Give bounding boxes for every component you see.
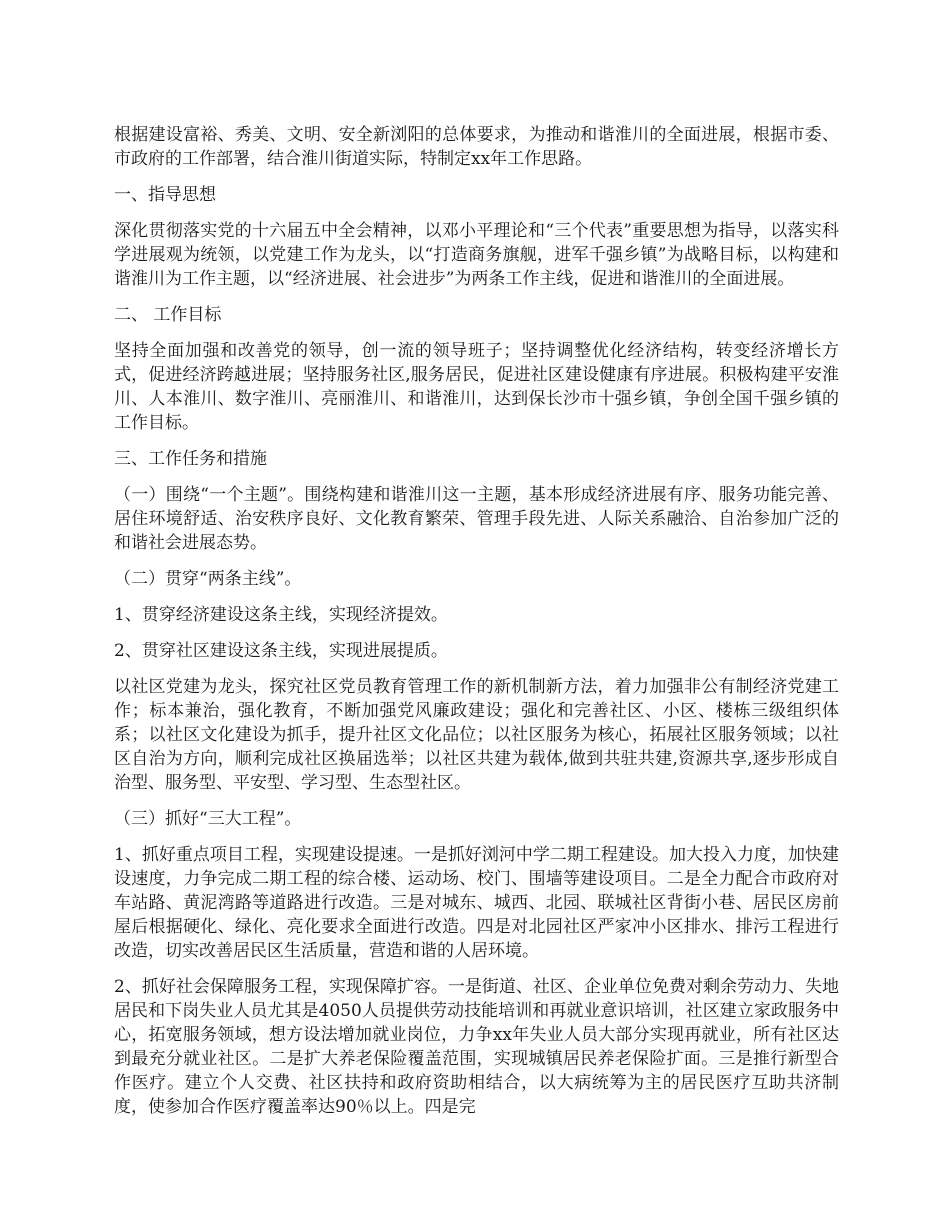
document-body: [114, 123, 839, 1131]
section-heading-work-goals: 二、 工作目标: [114, 305, 222, 325]
section-heading-guiding-ideology: 一、指导思想: [114, 185, 216, 205]
one-theme-paragraph: （一）围绕“一个主题”。围绕构建和谐淮川这一主题，基本形成经济进展有序、服务功能完善、居住环境舒适、治安秩序良好、文化教育繁荣、管理手段先进、人际关系融洽、自治参加广泛的和谐社会进展态势。: [114, 485, 839, 553]
social-security-paragraph: 2、抓好社会保障服务工程，实现保障扩容。一是街道、社区、企业单位免费对剩余劳动力、失地居民和下岗失业人员尤其是4050人员提供劳动技能培训和再就业意识培训，社区建立家政服务中心，拓宽服务领域，想方设法增加就业岗位，力争xx年失业人员大部分实现再就业，所有社区达到最充分就业社区。二是扩大养老保险覆盖范围，实现城镇居民养老保险扩面。三是推行新型合作医疗。建立个人交费、社区扶持和政府资助相结合，以大病统筹为主的居民医疗互助共济制度，使参加合作医疗覆盖率达90％以上。四是完: [114, 977, 839, 1117]
work-goals-paragraph: 坚持全面加强和改善党的领导，创一流的领导班子；坚持调整优化经济结构，转变经济增长方式，促进经济跨越进展；坚持服务社区,服务居民，促进社区建设健康有序进展。积极构建平安淮川、人本淮川、数字淮川、亮丽淮川、和谐淮川，达到保长沙市十强乡镇，争创全国千强乡镇的工作目标。: [114, 341, 839, 433]
key-projects-paragraph: 1、抓好重点项目工程，实现建设提速。一是抓好浏河中学二期工程建设。加大投入力度，加快建设速度，力争完成二期工程的综合楼、运动场、校门、围墙等建设项目。二是全力配合市政府对车站路、黄泥湾路等道路进行改造。三是对城东、城西、北园、联城社区背街小巷、居民区房前屋后根据硬化、绿化、亮化要求全面进行改造。四是对北园社区严家冲小区排水、排污工程进行改造，切实改善居民区生活质量，营造和谐的人居环境。: [114, 845, 839, 961]
community-mainline-item: 2、贯穿社区建设这条主线，实现进展提质。: [114, 641, 448, 661]
economic-mainline-item: 1、贯穿经济建设这条主线，实现经济提效。: [114, 605, 448, 625]
two-mainlines-heading: （二）贯穿“两条主线”。: [114, 569, 302, 589]
intro-paragraph: 根据建设富裕、秀美、文明、安全新浏阳的总体要求，为推动和谐淮川的全面进展，根据市委、市政府的工作部署，结合淮川街道实际，特制定xx年工作思路。: [114, 125, 839, 169]
three-projects-heading: （三）抓好“三大工程”。: [114, 809, 302, 829]
guiding-ideology-paragraph: 深化贯彻落实党的十六届五中全会精神，以邓小平理论和“三个代表”重要思想为指导，以落实科学进展观为统领，以党建工作为龙头，以“打造商务旗舰，进军千强乡镇”为战略目标，以构建和谐淮川为工作主题，以“经济进展、社会进步”为两条工作主线，促进和谐淮川的全面进展。: [114, 221, 839, 289]
community-party-building-paragraph: 以社区党建为龙头，探究社区党员教育管理工作的新机制新方法，着力加强非公有制经济党建工作；标本兼治，强化教育，不断加强党风廉政建设；强化和完善社区、小区、楼栋三级组织体系；以社区文化建设为抓手，提升社区文化品位；以社区服务为核心，拓展社区服务领域；以社区自治为方向，顺利完成社区换届选举；以社区共建为载体,做到共驻共建,资源共享,逐步形成自治型、服务型、平安型、学习型、生态型社区。: [114, 677, 839, 793]
section-heading-tasks-measures: 三、工作任务和措施: [114, 449, 267, 469]
